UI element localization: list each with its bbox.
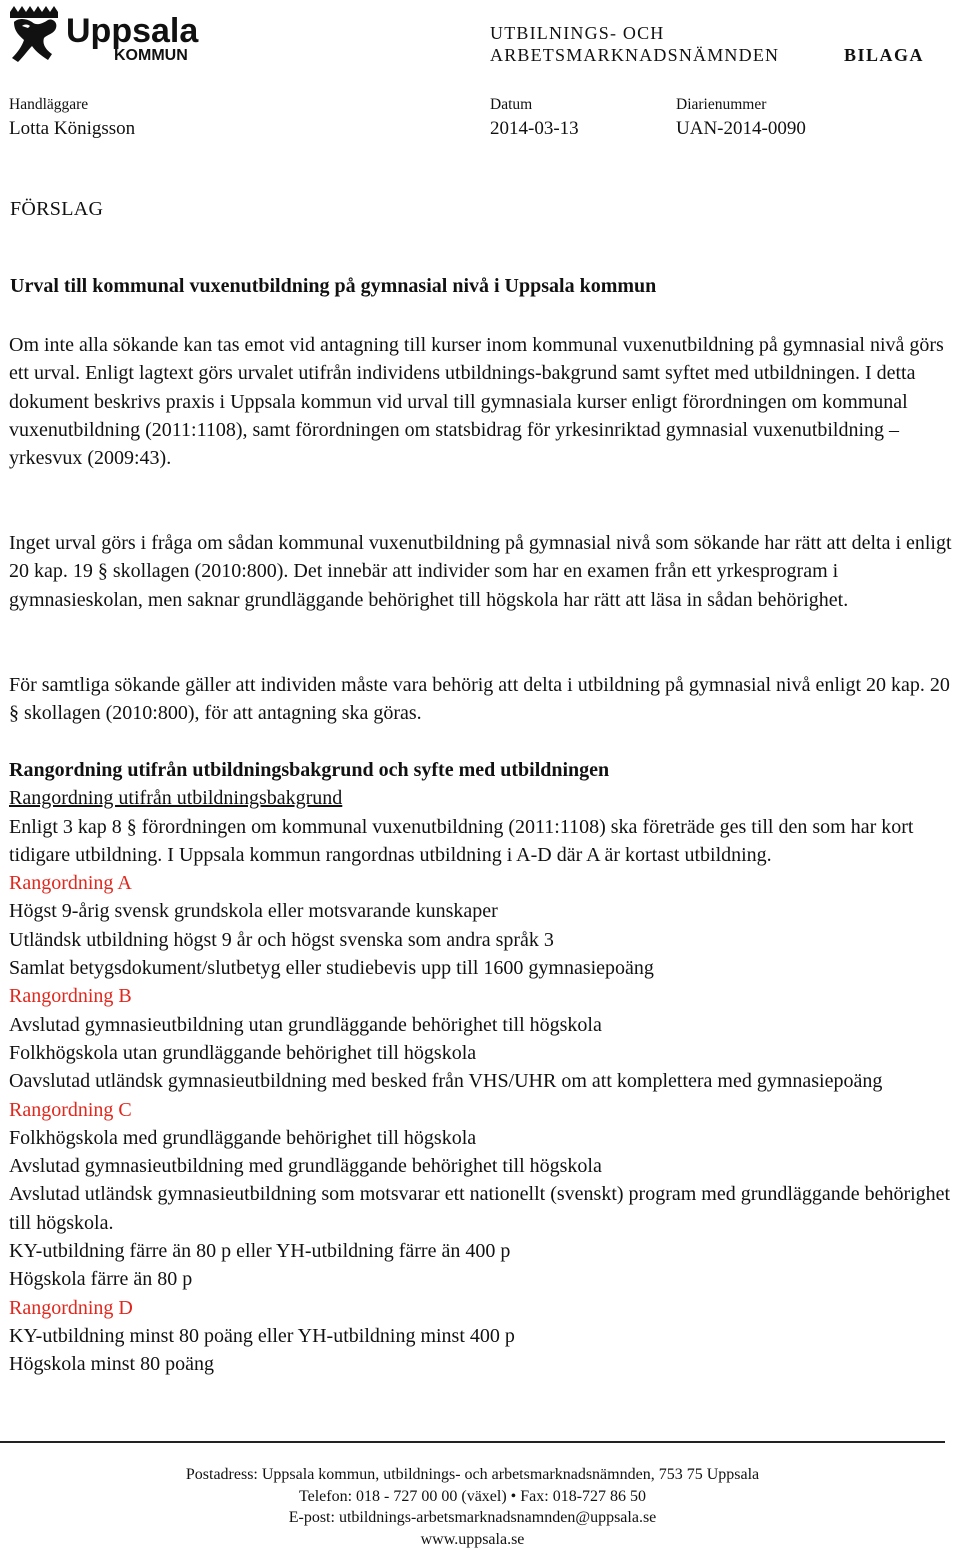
list-item: Folkhögskola med grundläggande behörighet till högskola — [9, 1126, 477, 1149]
logo-wordmark: Uppsala — [66, 12, 199, 50]
list-item: Folkhögskola utan grundläggande behörighet till högskola — [9, 1041, 477, 1064]
list-item: Högst 9-årig svensk grundskola eller motsvarande kunskaper — [9, 900, 498, 923]
intro-paragraph: Om inte alla sökande kan tas emot vid antagning till kurser inom kommunal vuxenutbildning på gymnasial nivå görs ett urval. Enligt lagtext görs urvalet utifrån individens utbildnings-bakgrund samt syftet med utbildningen. I detta dokument beskrivs praxis i Uppsala kommun vid urval till gymnasiala kurser enligt förordningen om kommunal vuxenutbildning (2011:1108), samt förordningen om statsbidrag för yrkesinriktad gymnasial vuxenutbildning – yrkesvux (2009:43). — [9, 334, 944, 470]
handlaggare-label: Handläggare — [9, 96, 89, 113]
list-item: KY-utbildning färre än 80 p eller YH-utbildning färre än 400 p — [9, 1240, 511, 1263]
list-item: Avslutad utländsk gymnasieutbildning som motsvarar ett nationellt (svenskt) program med grundläggande behörighet till högskola. — [9, 1183, 951, 1234]
list-item: Avslutad gymnasieutbildning med grundläggande behörighet till högskola — [9, 1155, 602, 1178]
footer-email-link[interactable]: E-post: utbildnings-arbetsmarknadsnamnden@uppsala.se — [288, 1509, 657, 1526]
ranking-c-heading: Rangordning C — [9, 1098, 132, 1121]
ranking-b-heading: Rangordning B — [9, 985, 132, 1008]
organisation-line-1: UTBILNINGS- OCH — [490, 23, 665, 43]
diarienummer-label: Diarienummer — [676, 96, 767, 113]
footer-divider — [0, 1441, 945, 1443]
list-item: Högskola minst 80 poäng — [9, 1353, 214, 1376]
list-item: Samlat betygsdokument/slutbetyg eller studiebevis upp till 1600 gymnasiepoäng — [9, 957, 654, 980]
document-type-label: FÖRSLAG — [10, 198, 104, 220]
list-item: Högskola färre än 80 p — [9, 1268, 193, 1291]
footer-phone-fax: Telefon: 018 - 727 00 00 (växel) • Fax: 018-727 86 50 — [298, 1487, 647, 1505]
list-item: KY-utbildning minst 80 poäng eller YH-utbildning minst 400 p — [9, 1324, 515, 1347]
subsection-heading: Rangordning utifrån utbildningsbakgrund — [9, 787, 343, 810]
document-title: Urval till kommunal vuxenutbildning på gymnasial nivå i Uppsala kommun — [10, 275, 657, 297]
datum-value: 2014-03-13 — [490, 118, 579, 139]
section-heading: Rangordning utifrån utbildningsbakgrund och syfte med utbildningen — [9, 759, 610, 781]
list-item: Utländsk utbildning högst 9 år och högst svenska som andra språk 3 — [9, 928, 554, 951]
uppsala-kommun-logo — [8, 4, 218, 66]
handlaggare-value: Lotta Königsson — [9, 118, 136, 139]
no-selection-paragraph: Inget urval görs i fråga om sådan kommunal vuxenutbildning på gymnasial nivå som sökande har rätt att delta i enligt 20 kap. 19 § skollagen (2010:800). Det innebär att individer som har en examen från ett yrkesprogram i gymnasieskolan, men saknar grundläggande behörighet till högskola har rätt att läsa in sådan behörighet. — [9, 532, 952, 611]
lion-crest-icon — [8, 4, 218, 66]
organisation-name — [490, 22, 779, 66]
ranking-intro-paragraph: Enligt 3 kap 8 § förordningen om kommunal vuxenutbildning (2011:1108) ska företräde ges till den som har kort tidigare utbildning. I Uppsala kommun rangordnas utbildning i A-D där A är kortast utbildning. — [9, 815, 914, 866]
footer-website-link[interactable]: www.uppsala.se — [420, 1530, 525, 1548]
bilaga-label: BILAGA — [844, 45, 925, 65]
footer — [0, 1464, 945, 1550]
datum-label: Datum — [490, 96, 533, 113]
diarienummer-value: UAN-2014-0090 — [676, 118, 806, 139]
footer-postal-address: Postadress: Uppsala kommun, utbildnings- och arbetsmarknadsnämnden, 753 75 Uppsala — [185, 1466, 760, 1483]
list-item: Avslutad gymnasieutbildning utan grundläggande behörighet till högskola — [9, 1013, 602, 1036]
organisation-line-2: ARBETSMARKNADSNÄMNDEN — [490, 45, 780, 65]
ranking-d-heading: Rangordning D — [9, 1296, 133, 1319]
logo-subtitle: KOMMUN — [114, 47, 188, 64]
list-item: Oavslutad utländsk gymnasieutbildning med besked från VHS/UHR om att komplettera med gymnasiepoäng — [9, 1070, 883, 1093]
ranking-a-heading: Rangordning A — [9, 872, 132, 895]
eligibility-paragraph: För samtliga sökande gäller att individen måste vara behörig att delta i utbildning på gymnasial nivå enligt 20 kap. 20 § skollagen (2010:800), för att antagning ska göras. — [9, 674, 950, 725]
ranking-section — [9, 756, 954, 1379]
